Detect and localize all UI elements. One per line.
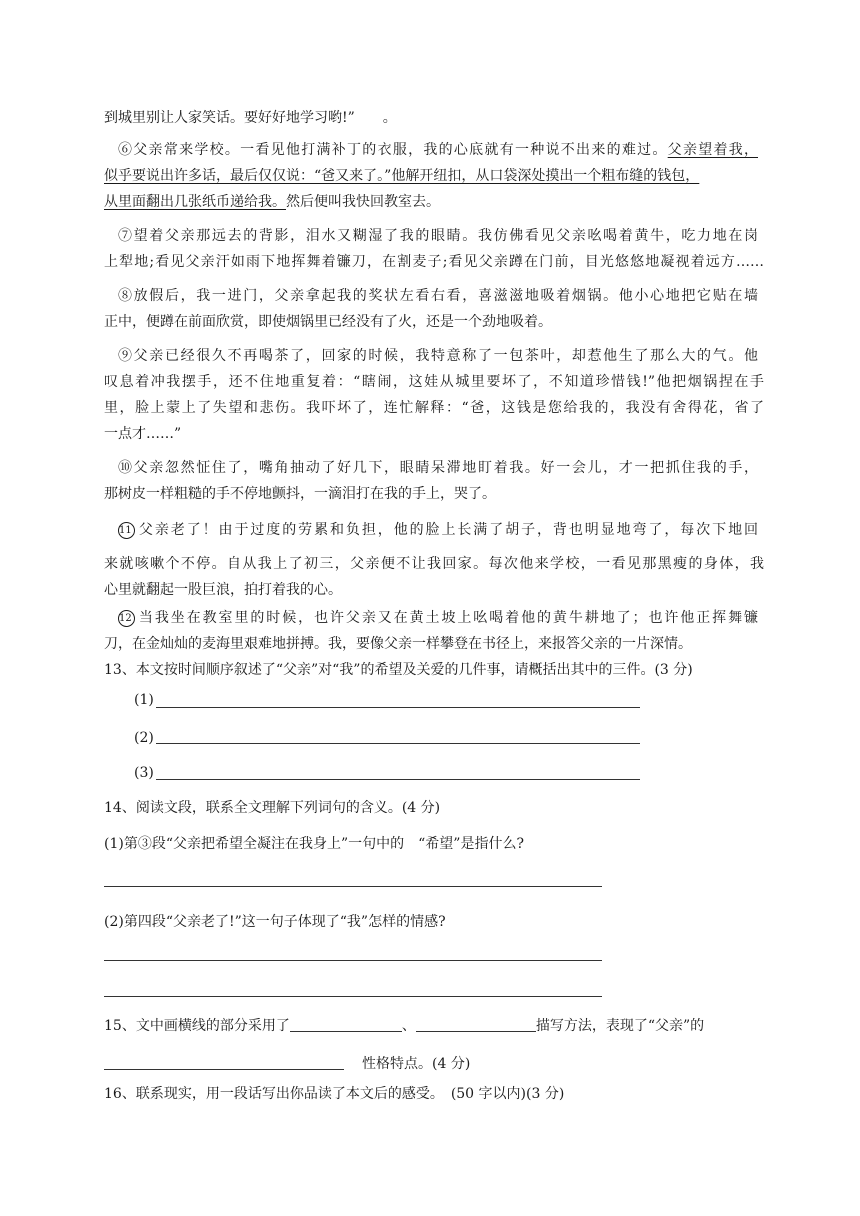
passage-text: 父亲老了！由于过度的劳累和负担，他的脸上长满了胡子，背也明显地弯了，每次下地回 bbox=[137, 522, 758, 538]
paragraph-7-line-1: ⑦望着父亲那远去的背影，泪水又糊湿了我的眼睛。我仿佛看见父亲吆喝着黄牛，吃力地在岗 bbox=[118, 228, 758, 244]
passage-text: 当我坐在教室里的时候，也许父亲又在黄土坡上吆喝着他的黄牛耕地了；也许他正挥舞镰 bbox=[137, 610, 758, 626]
paragraph-6-line-2: 似乎要说出许多话，最后仅仅说：“爸又来了。”他解开纽扣，从口袋深处摸出一个粗布缝的钱包， bbox=[104, 168, 700, 184]
paragraph-number-circled: 11 bbox=[118, 522, 135, 539]
paragraph-6-line-1 bbox=[118, 140, 758, 160]
answer-line-13-3[interactable] bbox=[156, 779, 640, 780]
paragraph-12-line-2: 刀，在金灿灿的麦海里艰难地拼搏。我，要像父亲一样攀登在书径上，来报答父亲的一片深情。 bbox=[104, 636, 692, 652]
paragraph-9-line-2: 叹息着冲我摆手，还不住地重复着：“瞎闹，这娃从城里要坏了，不知道珍惜钱!”他把烟锅捏在手 bbox=[104, 374, 764, 390]
question-15-line-2 bbox=[104, 1054, 764, 1074]
answer-blank-15-1[interactable] bbox=[290, 1017, 402, 1032]
passage-text: 然后便叫我快回教室去。 bbox=[286, 194, 440, 210]
question-15-line-1 bbox=[104, 1016, 764, 1036]
question-14-2: (2)第四段“父亲老了!”这一句子体现了“我”怎样的情感? bbox=[104, 914, 446, 930]
underlined-text: 父亲望着我， bbox=[667, 142, 758, 158]
paragraph-number: ⑥ bbox=[118, 142, 134, 158]
paragraph-8-line-1: ⑧放假后，我一进门，父亲拿起我的奖状左看右看，喜滋滋地吸着烟锅。他小心地把它贴在墙 bbox=[118, 288, 758, 304]
question-16: 16、联系现实，用一段话写出你品读了本文后的感受。 (50 字以内)(3 分) bbox=[104, 1086, 565, 1102]
question-text: 、 bbox=[401, 1018, 416, 1034]
paragraph-9-line-3: 里，脸上蒙上了失望和悲伤。我吓坏了，连忙解释：“爸，这钱是您给我的，我没有舍得花，省了 bbox=[104, 400, 764, 416]
question-text: 性格特点。(4 分) bbox=[362, 1056, 471, 1072]
question-text: 描写方法，表现了“父亲”的 bbox=[535, 1018, 705, 1034]
answer-label-1: (1) bbox=[134, 692, 154, 708]
paragraph-8-line-2: 正中，便蹲在前面欣赏，即使烟锅里已经没有了火，还是一个劲地吸着。 bbox=[104, 314, 552, 330]
paragraph-12-line-1 bbox=[118, 608, 758, 628]
question-14: 14、阅读文段，联系全文理解下列词句的含义。(4 分) bbox=[104, 800, 441, 816]
answer-label-3: (3) bbox=[134, 765, 154, 781]
paragraph-9-line-4: 一点才……” bbox=[104, 426, 182, 442]
paragraph-6-line-3 bbox=[104, 192, 764, 212]
passage-line: 到城里别让人家笑话。要好好地学习哟!” 。 bbox=[104, 110, 397, 126]
question-text: 15、文中画横线的部分采用了 bbox=[104, 1018, 290, 1034]
underlined-text: 从里面翻出几张纸币递给我。 bbox=[104, 194, 286, 210]
answer-label-2: (2) bbox=[134, 730, 154, 746]
paragraph-11-line-3: 心里就翻起一股巨浪，拍打着我的心。 bbox=[104, 582, 342, 598]
answer-line-13-1[interactable] bbox=[156, 707, 640, 708]
answer-blank-15-3[interactable] bbox=[104, 1055, 344, 1070]
paragraph-10-line-2: 那树皮一样粗糙的手不停地颤抖，一滴泪打在我的手上，哭了。 bbox=[104, 486, 496, 502]
passage-text: 父亲常来学校。一看见他打满补丁的衣服，我的心底就有一种说不出来的难过。 bbox=[133, 142, 668, 158]
answer-blank-15-2[interactable] bbox=[416, 1017, 536, 1032]
paragraph-number-circled: 12 bbox=[118, 610, 135, 627]
answer-line-14-2a[interactable] bbox=[104, 960, 602, 961]
paragraph-11-line-2: 来就咳嗽个不停。自从我上了初三，父亲便不让我回家。每次他来学校，一看见那黑瘦的身体，我 bbox=[104, 556, 764, 572]
answer-line-14-1[interactable] bbox=[104, 886, 602, 887]
question-13: 13、本文按时间顺序叙述了“父亲”对“我”的希望及关爱的几件事，请概括出其中的三件。(3 分) bbox=[104, 662, 693, 678]
paragraph-11-line-1 bbox=[118, 520, 758, 540]
answer-line-13-2[interactable] bbox=[156, 743, 640, 744]
question-14-1: (1)第③段“父亲把希望全凝注在我身上”一句中的 “希望”是指什么? bbox=[104, 836, 524, 852]
answer-line-14-2b[interactable] bbox=[104, 996, 602, 997]
paragraph-7-line-2: 上犁地;看见父亲汗如雨下地挥舞着镰刀，在割麦子;看见父亲蹲在门前，目光悠悠地凝视着远方…… bbox=[104, 254, 764, 270]
paragraph-9-line-1: ⑨父亲已经很久不再喝茶了，回家的时候，我特意称了一包茶叶，却惹他生了那么大的气。他 bbox=[118, 348, 758, 364]
paragraph-10-line-1: ⑩父亲忽然怔住了，嘴角抽动了好几下，眼睛呆滞地盯着我。好一会儿，才一把抓住我的手， bbox=[118, 460, 758, 476]
